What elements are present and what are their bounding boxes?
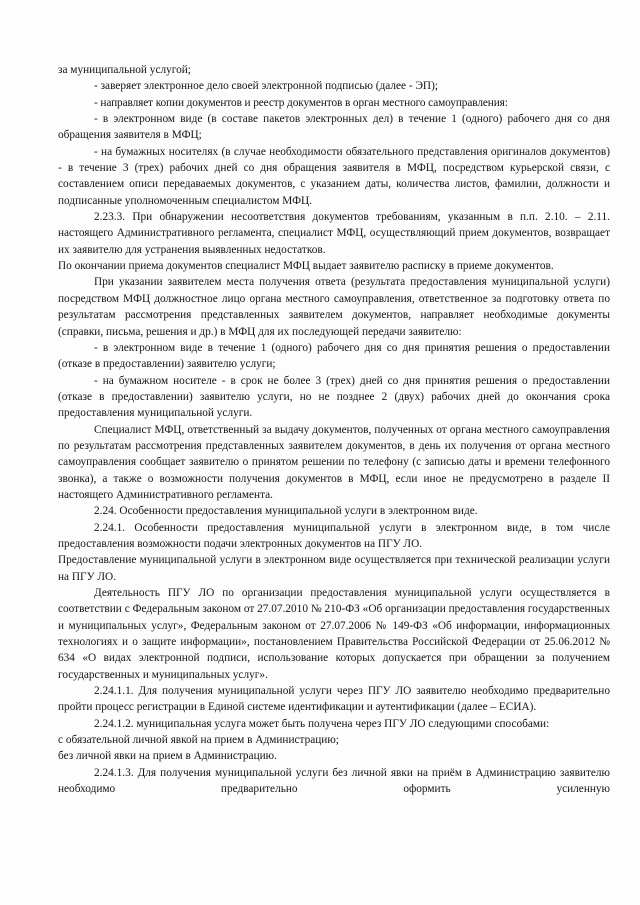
- paragraph: Деятельность ПГУ ЛО по организации предоставления муниципальной услуги осуществляется в соответствии с Федеральным законом от 27.07.2010 № 210-ФЗ «Об организации предоставления государственных и муниципальных услуг», Федеральным законом от 27.07.2006 № 149-ФЗ «Об информации, информационных технологиях и о защите информации», постановлением Правительства Российской Федерации от 25.06.2012 № 634 «О видах электронной подписи, использование которых допускается при обращении за получением государственных и муниципальных услуг».: [58, 587, 610, 681]
- paragraph: 2.24.1.1. Для получения муниципальной услуги через ПГУ ЛО заявителю необходимо предварительно пройти процесс регистрации в Единой системе идентификации и аутентификации (далее – ЕСИА).: [58, 685, 610, 714]
- paragraph: - направляет копии документов и реестр документов в орган местного самоуправления:: [94, 96, 508, 109]
- paragraph: По окончании приема документов специалист МФЦ выдает заявителю расписку в приеме документов.: [58, 260, 554, 273]
- document-body: [58, 62, 610, 797]
- list-item: без личной явки на прием в Администрацию.: [58, 750, 277, 763]
- section-heading: 2.24. Особенности предоставления муниципальной услуги в электронном виде.: [94, 505, 478, 518]
- paragraph: - на бумажном носителе - в срок не более 3 (трех) дней со дня принятия решения о предоставлении (отказе в предоставлении) заявителю услуги, но не позднее 2 (двух) рабочих дней до окончания срока предоставления муниципальной услуги.: [58, 374, 610, 420]
- paragraph: за муниципальной услугой;: [58, 64, 191, 76]
- paragraph: - заверяет электронное дело своей электронной подписью (далее - ЭП);: [94, 80, 438, 93]
- paragraph: 2.24.1.3. Для получения муниципальной услуги без личной явки на приём в Администрацию заявителю необходимо предварительно оформить усиленную: [58, 766, 610, 796]
- paragraph: При указании заявителем места получения ответа (результата предоставления муниципальной услуги) посредством МФЦ должностное лицо органа местного самоуправления, ответственное за подготовку ответа по результатам рассмотрения представленных заявителем документов, направляет необходимые документы (справки, письма, решения и др.) в МФЦ для их последующей передачи заявителю:: [58, 276, 610, 338]
- paragraph: - на бумажных носителях (в случае необходимости обязательного представления оригиналов документов) - в течение 3 (трех) рабочих дней со дня обращения заявителя в МФЦ, посредством курьерской связи, с составлением описи передаваемых документов, с указанием даты, количества листов, фамилии, должности и подписанные уполномоченным специалистом МФЦ.: [58, 145, 610, 207]
- paragraph: Предоставление муниципальной услуги в электронном виде осуществляется при технической реализации услуги на ПГУ ЛО.: [58, 554, 610, 583]
- paragraph: 2.24.1. Особенности предоставления муниципальной услуги в электронном виде, в том числе предоставления возможности подачи электронных документов на ПГУ ЛО.: [58, 521, 610, 550]
- paragraph: 2.23.3. При обнаружении несоответствия документов требованиям, указанным в п.п. 2.10. – 2.11. настоящего Административного регламента, специалист МФЦ, осуществляющий прием документов, возвращает их заявителю для устранения выявленных недостатков.: [58, 211, 610, 256]
- paragraph: - в электронном виде в течение 1 (одного) рабочего дня со дня принятия решения о предоставлении (отказе в предоставлении) заявителю услуги;: [58, 341, 610, 371]
- paragraph: 2.24.1.2. муниципальная услуга может быть получена через ПГУ ЛО следующими способами:: [94, 717, 550, 730]
- paragraph: - в электронном виде (в составе пакетов электронных дел) в течение 1 (одного) рабочего дня со дня обращения заявителя в МФЦ;: [58, 113, 610, 142]
- paragraph: Специалист МФЦ, ответственный за выдачу документов, полученных от органа местного самоуправления по результатам рассмотрения представленных заявителем документов, в день их получения от органа местного самоуправления сообщает заявителю о принятом решении по телефону (с записью даты и времени телефонного звонка), а также о возможности получения документов в МФЦ, если иное не предусмотрено в разделе II настоящего Административного регламента.: [58, 423, 610, 501]
- list-item: с обязательной личной явкой на прием в Администрацию;: [58, 734, 339, 747]
